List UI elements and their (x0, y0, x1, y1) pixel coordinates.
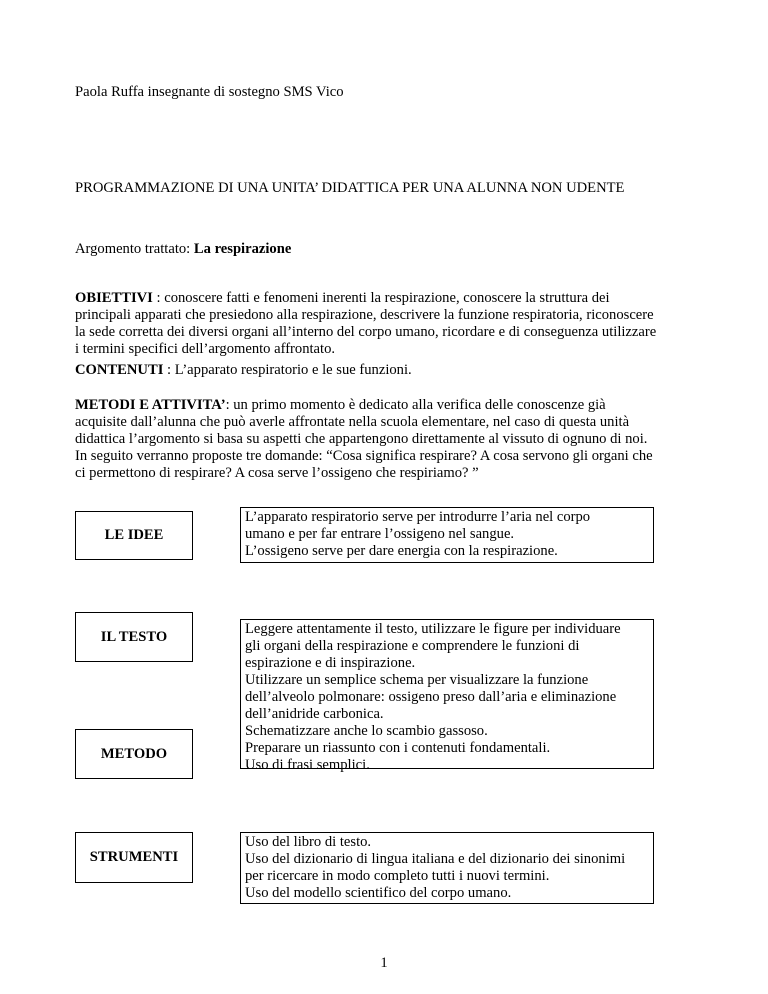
strumenti-line-4: Uso del modello scientifico del corpo umano. (245, 885, 512, 901)
topic-value: La respirazione (193, 241, 292, 257)
content-box-idee (240, 507, 654, 563)
metodi-line-3: didattica l’argomento si basa su aspetti che appartengono direttamente al vissuto di ognuno di noi. (75, 431, 648, 447)
strumenti-line-1: Uso del libro di testo. (245, 834, 372, 850)
content-box-strumenti (240, 832, 654, 904)
topic-line (75, 241, 291, 258)
label-box-testo: IL TESTO (75, 612, 193, 662)
testo-line-7: Schematizzare anche lo scambio gassoso. (245, 723, 488, 739)
testo-line-9: Uso di frasi semplici. (245, 757, 370, 773)
content-box-testo-metodo (240, 619, 654, 773)
testo-line-8: Preparare un riassunto con i contenuti fondamentali. (245, 740, 551, 756)
strumenti-line-2: Uso del dizionario di lingua italiana e del dizionario dei sinonimi (245, 851, 626, 867)
label-box-strumenti: STRUMENTI (75, 832, 193, 883)
metodi-section (75, 397, 705, 482)
obiettivi-line-1: : conoscere fatti e fenomeni inerenti la respirazione, conoscere la struttura dei (152, 290, 610, 306)
document-title: PROGRAMMAZIONE DI UNA UNITA’ DIDATTICA PER UNA ALUNNA NON UDENTE (75, 180, 625, 196)
testo-line-1: Leggere attentamente il testo, utilizzare le figure per individuare (245, 621, 621, 637)
idee-line-3: L’ossigeno serve per dare energia con la respirazione. (245, 543, 558, 559)
page-number: 1 (380, 955, 388, 971)
obiettivi-line-3: la sede corretta dei diversi organi all’interno del corpo umano, ricordare e di conseguenza utilizzare (75, 324, 657, 340)
contenuti-text: : L’apparato respiratorio e le sue funzioni. (163, 362, 412, 378)
obiettivi-line-4: i termini specifici dell’argomento affrontato. (75, 341, 336, 357)
metodi-line-2: acquisite dall’alunna che può averle affrontate nella scuola elementare, nel caso di questa unità (75, 414, 630, 430)
metodi-line-5: ci permettono di respirare? A cosa serve l’ossigeno che respiriamo? ” (75, 465, 479, 481)
metodi-label: METODI E ATTIVITA’ (75, 397, 226, 413)
label-box-idee: LE IDEE (75, 511, 193, 560)
topic-label: Argomento trattato: (75, 241, 194, 257)
obiettivi-section (75, 290, 705, 358)
contenuti-label: CONTENUTI (75, 362, 164, 378)
testo-line-6: dell’anidride carbonica. (245, 706, 384, 722)
strumenti-line-3: per ricercare in modo completo tutti i nuovi termini. (245, 868, 550, 884)
testo-line-5: dell’alveolo polmonare: ossigeno preso dall’aria e eliminazione (245, 689, 617, 705)
testo-line-2: gli organi della respirazione e comprendere le funzioni di (245, 638, 580, 654)
testo-line-4: Utilizzare un semplice schema per visualizzare la funzione (245, 672, 589, 688)
obiettivi-label: OBIETTIVI (75, 290, 153, 306)
testo-line-3: espirazione e di inspirazione. (245, 655, 416, 671)
author-line: Paola Ruffa insegnante di sostegno SMS Vico (75, 84, 344, 100)
contenuti-section (75, 362, 412, 379)
metodi-line-4: In seguito verranno proposte tre domande: “Cosa significa respirare? A cosa servono gli organi che (75, 448, 653, 464)
obiettivi-line-2: principali apparati che presiedono alla respirazione, descrivere la funzione respiratoria, riconoscere (75, 307, 654, 323)
metodi-line-1: : un primo momento è dedicato alla verifica delle conoscenze già (225, 397, 606, 413)
idee-line-2: umano e per far entrare l’ossigeno nel sangue. (245, 526, 515, 542)
idee-line-1: L’apparato respiratorio serve per introdurre l’aria nel corpo (245, 509, 591, 525)
label-box-metodo: METODO (75, 729, 193, 779)
